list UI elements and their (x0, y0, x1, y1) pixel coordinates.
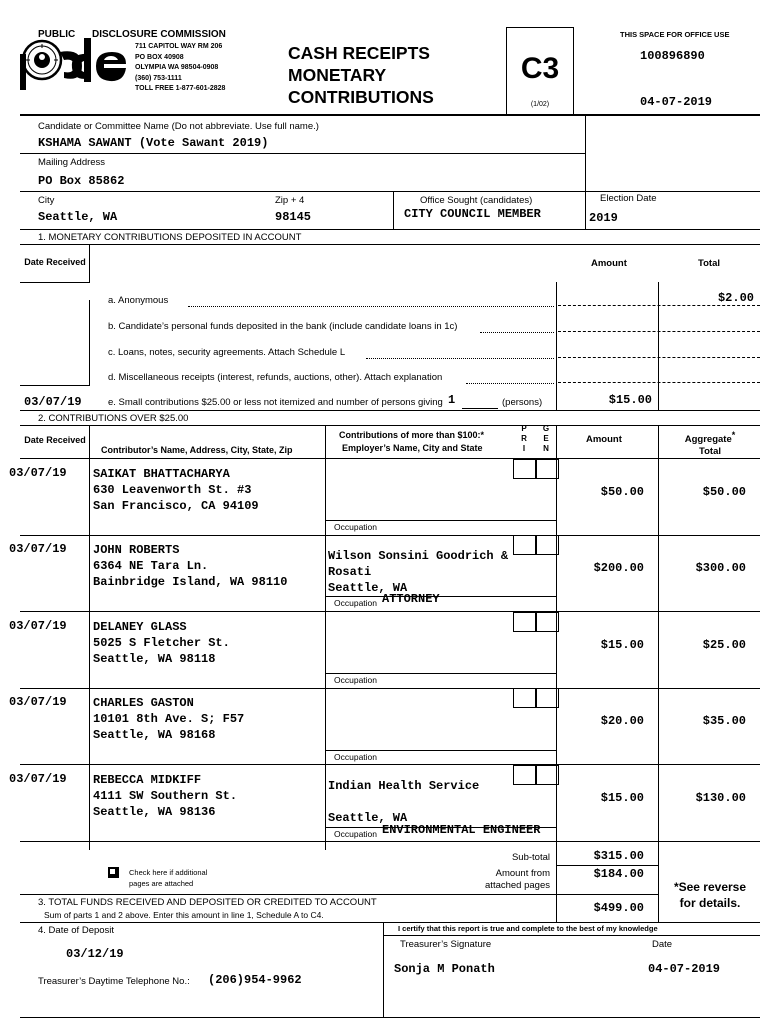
mailing-address-field[interactable]: PO Box 85862 (38, 174, 125, 188)
table-row (93, 772, 237, 820)
aggregate-total[interactable]: $35.00 (702, 714, 746, 728)
occupation-label: Occupation (334, 752, 377, 762)
contributor-city[interactable]: Bainbridge Island, WA 98110 (93, 575, 288, 589)
office-sought-field[interactable]: CITY COUNCIL MEMBER (404, 207, 541, 221)
contributor-name[interactable]: REBECCA MIDKIFF (93, 773, 202, 787)
deposit-date-label: 4. Date of Deposit (38, 925, 115, 936)
section1-line-b: b. Candidate’s personal funds deposited in the bank (include candidate loans in 1c) (108, 321, 458, 332)
contributor-city[interactable]: Seattle, WA 98136 (93, 805, 216, 819)
persons-label: (persons) (502, 397, 543, 408)
primary-checkbox[interactable] (513, 612, 537, 632)
section2-date-label: Date Received (24, 435, 86, 445)
certification-text: I certify that this report is true and complete to the best of my knowledge (398, 924, 658, 933)
table-row (93, 619, 230, 667)
agency-name-left: PUBLIC (38, 29, 76, 40)
general-checkbox[interactable] (535, 765, 559, 785)
aggregate-total[interactable]: $25.00 (702, 638, 746, 652)
contributor-city[interactable]: Seattle, WA 98118 (93, 652, 216, 666)
employer-line[interactable]: Indian Health Service (328, 779, 480, 793)
candidate-name-label: Candidate or Committee Name (Do not abbreviate. Use full name.) (38, 121, 319, 132)
section1-total-label: Total (698, 258, 720, 269)
contributor-street[interactable]: 10101 8th Ave. S; F57 (93, 712, 245, 726)
aggregate-total[interactable]: $50.00 (702, 485, 746, 499)
attached-pages-value[interactable]: $184.00 (593, 867, 644, 881)
section2-amount-label: Amount (586, 434, 622, 445)
row-date[interactable]: 03/07/19 (9, 772, 67, 786)
zip-label: Zip + 4 (275, 195, 305, 206)
small-contributions-total[interactable]: $15.00 (608, 393, 652, 407)
section1-line-c: c. Loans, notes, security agreements. Attach Schedule L (108, 347, 346, 358)
occupation-label: Occupation (334, 675, 377, 685)
contributor-city[interactable]: San Francisco, CA 94109 (93, 499, 259, 513)
contributor-city[interactable]: Seattle, WA 98168 (93, 728, 216, 742)
employer-block (328, 548, 508, 596)
form-version: (1/02) (530, 101, 550, 108)
general-checkbox[interactable] (535, 535, 559, 555)
city-label: City (38, 195, 55, 206)
row-date[interactable]: 03/07/19 (9, 466, 67, 480)
general-checkbox[interactable] (535, 688, 559, 708)
contribution-amount[interactable]: $50.00 (600, 485, 644, 499)
office-use-label: THIS SPACE FOR OFFICE USE (620, 30, 730, 39)
small-contributions-date[interactable]: 03/07/19 (24, 395, 82, 409)
small-contributions-count[interactable]: 1 (448, 393, 456, 407)
form-code-box (506, 27, 574, 115)
candidate-name-field[interactable]: KSHAMA SAWANT (Vote Sawant 2019) (38, 136, 269, 150)
election-date-label: Election Date (600, 193, 657, 204)
primary-checkbox[interactable] (513, 459, 537, 479)
contributor-name[interactable]: JOHN ROBERTS (93, 543, 180, 557)
table-row (93, 695, 244, 743)
primary-checkbox[interactable] (513, 535, 537, 555)
employer-line[interactable]: Seattle, WA (328, 581, 408, 595)
primary-checkbox[interactable] (513, 765, 537, 785)
agency-address: 711 CAPITOL WAY RM 206 PO BOX 40908 OLYMPIA WA 98504-0908 (360) 753-1111 TOLL FREE 1-877-601-2828 (135, 43, 226, 92)
pdc-logo (20, 38, 132, 90)
contribution-amount[interactable]: $15.00 (600, 791, 644, 805)
employer-line[interactable]: Seattle, WA (328, 811, 408, 825)
section2-title: 2. CONTRIBUTIONS OVER $25.00 (38, 413, 189, 424)
contribution-amount[interactable]: $15.00 (600, 638, 644, 652)
signature-date-label: Date (652, 939, 673, 950)
occupation-value[interactable]: ATTORNEY (382, 592, 440, 606)
city-field[interactable]: Seattle, WA (38, 210, 118, 224)
primary-checkbox[interactable] (513, 688, 537, 708)
contributor-name[interactable]: DELANEY GLASS (93, 620, 187, 634)
additional-pages-label: Check here if additional pages are attached (129, 868, 208, 888)
section2-employer-label-2: Employer’s Name, City and State (342, 443, 483, 453)
gen-label: G E N (542, 424, 550, 453)
subtotal-value[interactable]: $315.00 (593, 849, 644, 863)
section1-title: 1. MONETARY CONTRIBUTIONS DEPOSITED IN ACCOUNT (38, 232, 302, 243)
section1-line-a: a. Anonymous (108, 295, 169, 306)
zip-field[interactable]: 98145 (275, 210, 312, 224)
employer-line[interactable]: Rosati (328, 565, 372, 579)
contributor-name[interactable]: CHARLES GASTON (93, 696, 194, 710)
treasurer-signature[interactable]: Sonja M Ponath (394, 962, 495, 976)
form-code: C3 (520, 52, 560, 85)
occupation-label: Occupation (334, 829, 377, 839)
signature-label: Treasurer’s Signature (400, 939, 492, 950)
general-checkbox[interactable] (535, 459, 559, 479)
contributor-street[interactable]: 6364 NE Tara Ln. (93, 559, 209, 573)
total-funds-note: Sum of parts 1 and 2 above. Enter this amount in line 1, Schedule A to C4. (44, 910, 324, 920)
agency-name-right: DISCLOSURE COMMISSION (92, 29, 226, 40)
contribution-amount[interactable]: $20.00 (600, 714, 644, 728)
form-title: CASH RECEIPTS MONETARY CONTRIBUTIONS (288, 43, 434, 107)
deposit-date-field[interactable]: 03/12/19 (66, 947, 124, 961)
aggregate-total[interactable]: $300.00 (695, 561, 746, 575)
section1-date-label: Date Received (24, 257, 86, 267)
table-row (93, 542, 287, 590)
election-date-field[interactable]: 2019 (589, 211, 618, 225)
contributor-street[interactable]: 630 Leavenworth St. #3 (93, 483, 252, 497)
general-checkbox[interactable] (535, 612, 559, 632)
attached-pages-label: Amount from attached pages (485, 868, 550, 891)
contributor-street[interactable]: 4111 SW Southern St. (93, 789, 238, 803)
signature-date[interactable]: 04-07-2019 (648, 962, 721, 976)
phone-field[interactable]: (206)954-9962 (208, 973, 302, 987)
total-funds-label: 3. TOTAL FUNDS RECEIVED AND DEPOSITED OR CREDITED TO ACCOUNT (38, 897, 377, 908)
occupation-label: Occupation (334, 598, 377, 608)
contributor-street[interactable]: 5025 S Fletcher St. (93, 636, 230, 650)
mailing-address-label: Mailing Address (38, 157, 106, 168)
total-funds-value[interactable]: $499.00 (593, 901, 644, 915)
row-date[interactable]: 03/07/19 (9, 695, 67, 709)
report-date: 04-07-2019 (640, 95, 713, 109)
employer-line[interactable]: Wilson Sonsini Goodrich & (328, 549, 509, 563)
contributor-name[interactable]: SAIKAT BHATTACHARYA (93, 467, 230, 481)
section2-employer-label-1: Contributions of more than $100:* (339, 430, 485, 440)
pri-label: P R I (521, 424, 527, 453)
occupation-value[interactable]: ENVIRONMENTAL ENGINEER (382, 823, 541, 837)
section2-aggregate-label: Aggregate* Total (684, 430, 736, 458)
report-number: 100896890 (640, 49, 705, 63)
section2-name-label: Contributor’s Name, Address, City, State, Zip (101, 445, 293, 455)
section1-line-d: d. Miscellaneous receipts (interest, refunds, auctions, other). Attach explanation (108, 372, 443, 383)
phone-label: Treasurer’s Daytime Telephone No.: (38, 976, 190, 987)
subtotal-label: Sub-total (511, 852, 550, 863)
employer-block (328, 778, 479, 826)
employer-line[interactable] (328, 794, 479, 810)
table-row (93, 466, 259, 514)
row-date[interactable]: 03/07/19 (9, 619, 67, 633)
contribution-amount[interactable]: $200.00 (593, 561, 644, 575)
see-reverse-note: *See reverse for details. (673, 880, 747, 910)
row-date[interactable]: 03/07/19 (9, 542, 67, 556)
aggregate-total[interactable]: $130.00 (695, 791, 746, 805)
anonymous-total[interactable]: $2.00 (717, 291, 754, 305)
occupation-label: Occupation (334, 522, 377, 532)
section1-amount-label: Amount (591, 258, 627, 269)
office-sought-label: Office Sought (candidates) (420, 195, 533, 206)
section1-line-e: e. Small contributions $25.00 or less not itemized and number of persons giving (108, 397, 443, 408)
